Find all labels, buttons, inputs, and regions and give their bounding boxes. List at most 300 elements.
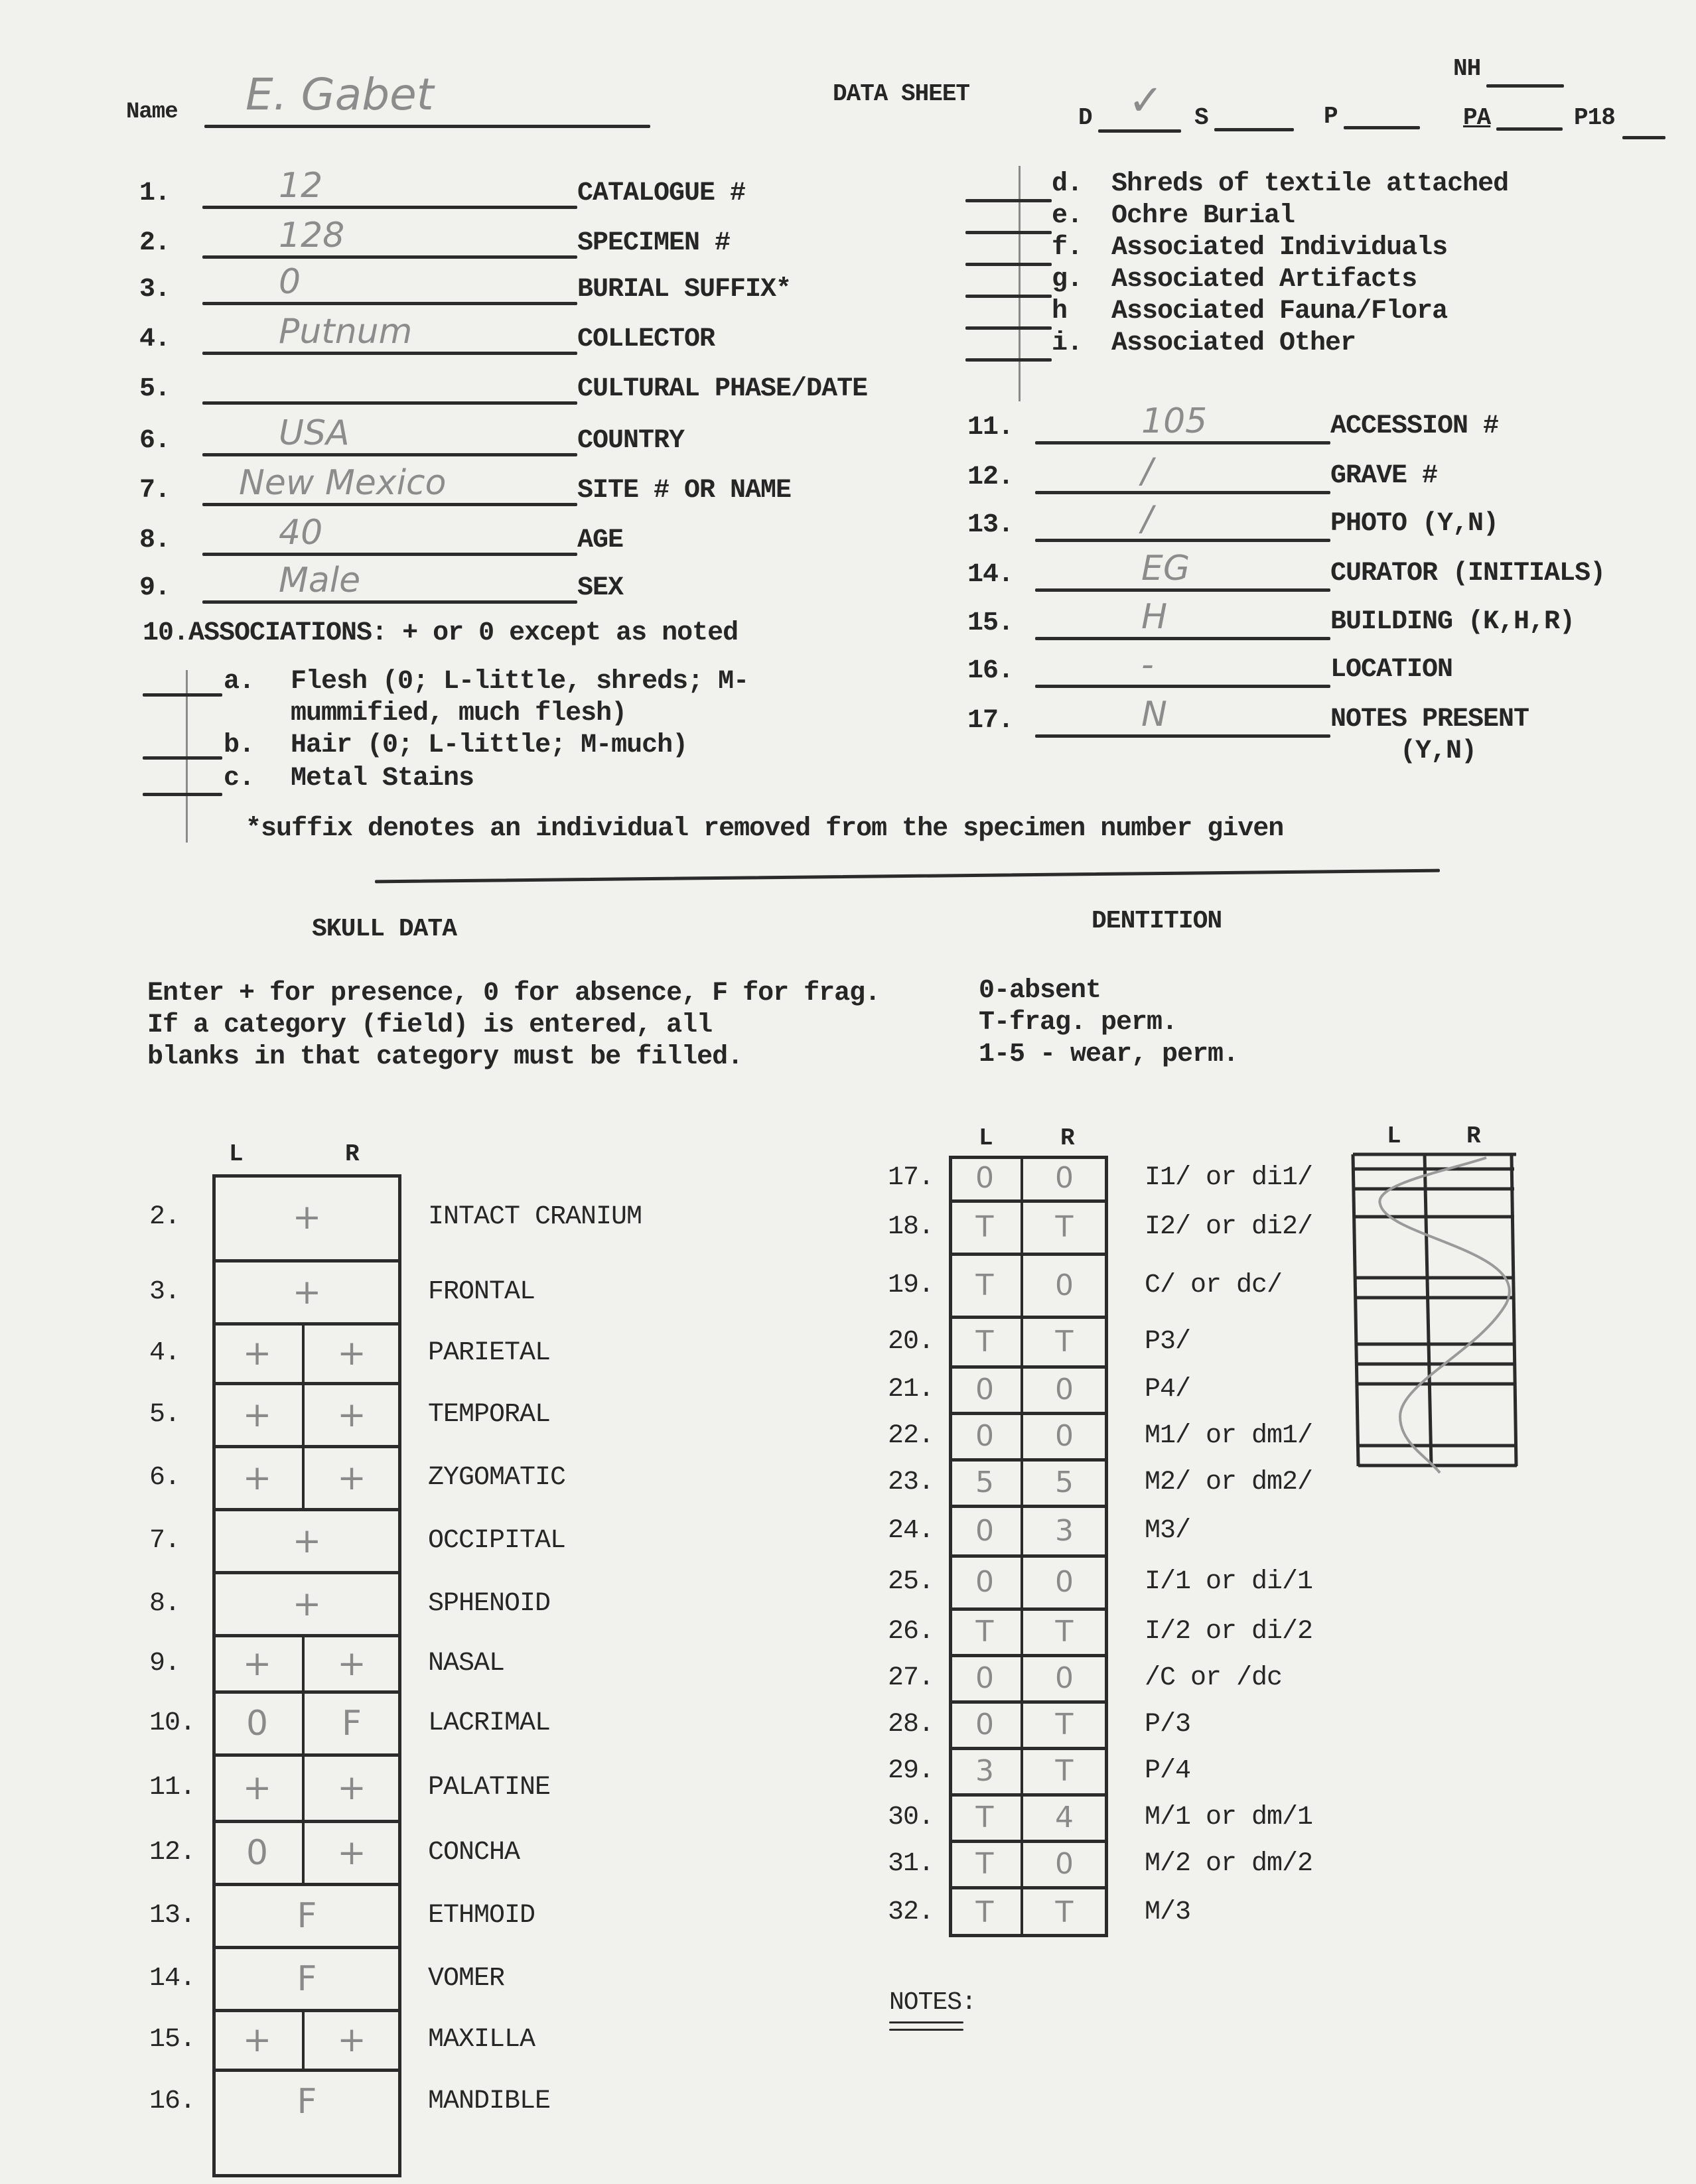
- skull-mark: +: [292, 1584, 322, 1624]
- dentition-cell-left[interactable]: [949, 1841, 1021, 1887]
- field-number: 8.: [139, 525, 171, 555]
- field-underline: [202, 503, 577, 506]
- field-underline: [1035, 734, 1330, 738]
- dentition-mark: T: [1055, 1210, 1074, 1244]
- section-divider: [375, 869, 1440, 884]
- dentition-row-label: I1/ or di1/: [1145, 1163, 1313, 1193]
- skull-mark: F: [297, 1958, 317, 1999]
- dentition-mark: 4: [1055, 1801, 1074, 1834]
- field-value[interactable]: -: [1141, 645, 1154, 685]
- field-value[interactable]: 128: [279, 216, 345, 255]
- dentition-legend-1: T-frag. perm.: [979, 1008, 1178, 1038]
- field-number: 9.: [139, 573, 171, 603]
- skull-col-left: L: [229, 1140, 243, 1168]
- skull-mark: +: [242, 1395, 272, 1435]
- assoc-text: Associated Artifacts: [1111, 265, 1417, 295]
- field-label: ACCESSION #: [1330, 411, 1499, 441]
- assoc-text: Ochre Burial: [1111, 201, 1295, 231]
- field-label: AGE: [577, 525, 624, 555]
- dentition-cell-right[interactable]: [1021, 1887, 1108, 1937]
- assoc-line[interactable]: [965, 295, 1052, 298]
- assoc-key: g.: [1052, 265, 1083, 295]
- skull-mark: +: [337, 1395, 366, 1435]
- field-label: SEX: [577, 573, 624, 603]
- dentition-mark: T: [1055, 1754, 1074, 1788]
- field-number: 5.: [139, 374, 171, 404]
- skull-cell-combined[interactable]: [212, 2070, 401, 2133]
- skull-row-number: 9.: [149, 1648, 180, 1678]
- field-label: SITE # OR NAME: [577, 476, 792, 506]
- skull-row-number: 3.: [149, 1276, 180, 1307]
- checkbox-pa-label: PA: [1463, 104, 1491, 131]
- dentition-mark: 0: [975, 1708, 994, 1741]
- field-number: 6.: [139, 426, 171, 456]
- dentition-mark: T: [1055, 1615, 1074, 1649]
- dentition-cell-right[interactable]: [1021, 1702, 1108, 1748]
- dentition-heading: DENTITION: [1092, 907, 1222, 935]
- dentition-mark: 3: [975, 1754, 994, 1788]
- checkbox-d-label: D: [1078, 104, 1092, 131]
- dentition-row-number: 19.: [888, 1270, 934, 1300]
- assoc-line[interactable]: [965, 358, 1052, 362]
- skull-cell-right[interactable]: [302, 1383, 401, 1446]
- skull-cell-left[interactable]: [212, 1821, 302, 1884]
- dentition-cell-right[interactable]: [1021, 1413, 1108, 1460]
- field-value[interactable]: 40: [279, 513, 323, 553]
- assoc-a-key: a.: [224, 667, 255, 697]
- field-underline: [202, 302, 577, 305]
- skull-cell-right[interactable]: [302, 1635, 401, 1692]
- dentition-mark: 0: [1055, 1161, 1074, 1195]
- dentition-cell-right[interactable]: [1021, 1460, 1108, 1506]
- skull-row-label: MAXILLA: [428, 2025, 535, 2055]
- dentition-cell-right[interactable]: [1021, 1254, 1108, 1317]
- page-title: DATA SHEET: [833, 80, 970, 107]
- skull-row-number: 2.: [149, 1202, 180, 1232]
- field-number: 17.: [967, 706, 1014, 736]
- dentition-row-label: M3/: [1145, 1515, 1191, 1546]
- dentition-mark: 5: [975, 1466, 994, 1499]
- dentition-mark: T: [1055, 1708, 1074, 1741]
- dentition-mark: T: [975, 1847, 994, 1881]
- skull-row-label: VOMER: [428, 1963, 505, 1994]
- assoc-text: Associated Individuals: [1111, 233, 1448, 263]
- dentition-mark: 5: [1055, 1466, 1074, 1499]
- dentition-row-number: 26.: [888, 1617, 934, 1647]
- skull-row-label: NASAL: [428, 1648, 505, 1678]
- field-value[interactable]: H: [1141, 597, 1168, 637]
- assoc-c-key: c.: [224, 764, 255, 793]
- dentition-cell-right[interactable]: [1021, 1609, 1108, 1655]
- skull-cell-right[interactable]: [302, 1755, 401, 1821]
- assoc-c-line[interactable]: [143, 793, 222, 796]
- field-value[interactable]: /: [1141, 451, 1153, 491]
- skull-mark: +: [337, 1768, 366, 1808]
- skull-mark: +: [242, 1458, 272, 1498]
- skull-row-number: 16.: [149, 2086, 196, 2116]
- dentition-cell-left[interactable]: [949, 1702, 1021, 1748]
- assoc-line[interactable]: [965, 263, 1052, 266]
- field-underline: [1035, 539, 1330, 542]
- dentition-row-number: 28.: [888, 1710, 934, 1740]
- field-value[interactable]: 105: [1141, 401, 1208, 441]
- dentition-cell-right[interactable]: [1021, 1748, 1108, 1795]
- skull-cell-combined[interactable]: [212, 1947, 401, 2010]
- assoc-key: f.: [1052, 233, 1083, 263]
- field-label: COUNTRY: [577, 426, 685, 456]
- assoc-a-text: Flesh (0; L-little, shreds; M-: [291, 667, 749, 697]
- skull-cell-left[interactable]: [212, 1755, 302, 1821]
- dentition-cell-left[interactable]: [949, 1413, 1021, 1460]
- skull-mark: 0: [246, 1832, 269, 1873]
- skull-cell-left[interactable]: [212, 1324, 302, 1383]
- skull-col-right: R: [345, 1140, 359, 1168]
- checkbox-s-label: S: [1194, 104, 1208, 131]
- deciduous-col-right: R: [1466, 1123, 1480, 1150]
- dentition-row-number: 25.: [888, 1567, 934, 1597]
- dentition-cell-left[interactable]: [949, 1887, 1021, 1937]
- dentition-row-number: 20.: [888, 1326, 934, 1357]
- dentition-cell-right[interactable]: [1021, 1367, 1108, 1413]
- checkbox-p18-line[interactable]: [1622, 136, 1665, 139]
- suffix-footnote: *suffix denotes an individual removed from the specimen number given: [246, 814, 1284, 844]
- field-value[interactable]: Male: [279, 561, 361, 600]
- field-value[interactable]: /: [1141, 499, 1153, 539]
- dentition-row-label: I2/ or di2/: [1145, 1212, 1313, 1242]
- assoc-text: Shreds of textile attached: [1111, 169, 1509, 199]
- notes-label: NOTES:: [889, 1988, 976, 2017]
- skull-mark: +: [292, 1521, 322, 1561]
- skull-cell-left[interactable]: [212, 2010, 302, 2070]
- field-underline: [202, 352, 577, 355]
- dentition-row-number: 18.: [888, 1212, 934, 1242]
- dentition-mark: T: [1055, 1324, 1074, 1359]
- dentition-row-label: P/4: [1145, 1756, 1191, 1786]
- dentition-col-right: R: [1060, 1125, 1074, 1152]
- name-label: Name: [126, 100, 178, 125]
- field-label-2: (Y,N): [1400, 736, 1477, 766]
- field-label: CATALOGUE #: [577, 178, 746, 208]
- field-underline: [1035, 588, 1330, 592]
- field-value[interactable]: N: [1141, 695, 1167, 734]
- dentition-cell-left[interactable]: [949, 1655, 1021, 1702]
- dentition-cell-left[interactable]: [949, 1748, 1021, 1795]
- deciduous-col-left: L: [1387, 1123, 1401, 1150]
- assoc-b-text: Hair (0; L-little; M-much): [291, 730, 688, 760]
- assoc-key: d.: [1052, 169, 1083, 199]
- skull-mark: 0: [246, 1703, 269, 1743]
- skull-mark: +: [292, 1197, 322, 1237]
- skull-instruction-1: Enter + for presence, 0 for absence, F for frag.: [147, 979, 881, 1008]
- skull-cell-combined[interactable]: [212, 1261, 401, 1324]
- dentition-col-left: L: [979, 1125, 993, 1152]
- field-label: COLLECTOR: [577, 324, 715, 354]
- dentition-mark: T: [975, 1210, 994, 1244]
- skull-row-number: 13.: [149, 1900, 196, 1931]
- skull-mark: +: [337, 1458, 366, 1498]
- assoc-key: i.: [1052, 328, 1083, 358]
- dentition-row-label: I/2 or di/2: [1145, 1617, 1313, 1647]
- field-value[interactable]: New Mexico: [239, 463, 447, 503]
- skull-row-label: FRONTAL: [428, 1276, 535, 1307]
- skull-mark: +: [337, 1643, 366, 1684]
- checkbox-p18-label: P18: [1574, 104, 1615, 131]
- field-underline: [202, 453, 577, 456]
- field-label: CURATOR (INITIALS): [1330, 559, 1606, 588]
- assoc-line[interactable]: [965, 326, 1052, 330]
- skull-mark: F: [297, 1895, 317, 1936]
- dentition-row-number: 21.: [888, 1375, 934, 1404]
- field-label: PHOTO (Y,N): [1330, 509, 1499, 539]
- skull-mark: +: [242, 1333, 272, 1373]
- skull-row-label: SPHENOID: [428, 1588, 551, 1619]
- assoc-text: Associated Fauna/Flora: [1111, 297, 1448, 326]
- dentition-row-number: 23.: [888, 1467, 934, 1497]
- dentition-row-number: 17.: [888, 1163, 934, 1193]
- skull-heading: SKULL DATA: [312, 915, 457, 943]
- field-label: LOCATION: [1330, 655, 1453, 685]
- dentition-row-label: P3/: [1145, 1326, 1191, 1357]
- dentition-cell-right[interactable]: [1021, 1795, 1108, 1841]
- field-label: NOTES PRESENT: [1330, 705, 1529, 734]
- dentition-row-number: 24.: [888, 1515, 934, 1546]
- checkbox-d-value[interactable]: ✓: [1128, 76, 1164, 125]
- field-number: 4.: [139, 324, 171, 354]
- dentition-mark: T: [1055, 1895, 1074, 1929]
- dentition-mark: T: [975, 1895, 994, 1929]
- skull-row-number: 10.: [149, 1708, 196, 1738]
- skull-row-number: 14.: [149, 1963, 196, 1994]
- skull-mark: +: [337, 1832, 366, 1873]
- skull-cell-left[interactable]: [212, 1383, 302, 1446]
- field-label: SPECIMEN #: [577, 228, 731, 258]
- skull-instruction-2: If a category (field) is entered, all: [147, 1010, 713, 1040]
- dentition-row-label: M/2 or dm/2: [1145, 1849, 1313, 1879]
- skull-cell-right[interactable]: [302, 2010, 401, 2070]
- skull-row-label: MANDIBLE: [428, 2086, 551, 2116]
- field-value[interactable]: 12: [279, 166, 323, 206]
- dentition-mark: 0: [1055, 1661, 1074, 1695]
- dentition-mark: T: [975, 1615, 994, 1649]
- dentition-mark: 0: [975, 1661, 994, 1695]
- skull-cell-combined[interactable]: [212, 1884, 401, 1947]
- dentition-mark: 0: [975, 1161, 994, 1195]
- skull-cell-right[interactable]: [302, 1692, 401, 1755]
- notes-underline-2: [889, 2029, 963, 2031]
- dentition-cell-right[interactable]: [1021, 1655, 1108, 1702]
- dentition-cell-right[interactable]: [1021, 1841, 1108, 1887]
- skull-cell-left[interactable]: [212, 1446, 302, 1509]
- dentition-row-label: P4/: [1145, 1375, 1191, 1404]
- field-label: BUILDING (K,H,R): [1330, 607, 1575, 637]
- field-label: CULTURAL PHASE/DATE: [577, 374, 868, 404]
- skull-row-label: LACRIMAL: [428, 1708, 551, 1738]
- dentition-mark: 0: [975, 1419, 994, 1453]
- dentition-cell-left[interactable]: [949, 1556, 1021, 1609]
- dentition-row-label: M/3: [1145, 1897, 1191, 1927]
- skull-row-number: 4.: [149, 1338, 180, 1368]
- dentition-mark: 0: [975, 1513, 994, 1548]
- skull-mark: +: [337, 1333, 366, 1373]
- dentition-row-number: 22.: [888, 1421, 934, 1451]
- checkbox-p-label: P: [1324, 103, 1338, 130]
- field-number: 11.: [967, 413, 1014, 443]
- field-label: BURIAL SUFFIX*: [577, 275, 792, 305]
- skull-row-label: INTACT CRANIUM: [428, 1202, 642, 1232]
- dentition-cell-right[interactable]: [1021, 1201, 1108, 1254]
- skull-cell-left[interactable]: [212, 1692, 302, 1755]
- field-underline: [202, 600, 577, 604]
- dentition-mark: 0: [975, 1373, 994, 1406]
- dentition-mark: T: [975, 1324, 994, 1359]
- field-value[interactable]: Putnum: [279, 312, 413, 352]
- assoc-c-text: Metal Stains: [291, 764, 474, 793]
- dentition-mark: 3: [1055, 1513, 1074, 1548]
- skull-mark: F: [342, 1703, 362, 1743]
- dentition-row-number: 27.: [888, 1663, 934, 1693]
- skull-row-label: TEMPORAL: [428, 1399, 551, 1430]
- skull-mark: +: [337, 2020, 366, 2060]
- field-value[interactable]: 0: [279, 262, 301, 302]
- dentition-cell-right[interactable]: [1021, 1156, 1108, 1201]
- skull-row-number: 7.: [149, 1525, 180, 1556]
- name-underline: [204, 125, 650, 128]
- dentition-row-label: I/1 or di/1: [1145, 1567, 1313, 1597]
- field-number: 12.: [967, 462, 1014, 492]
- checkbox-d-line: [1098, 129, 1181, 133]
- skull-mark: +: [292, 1272, 322, 1312]
- skull-cell-combined[interactable]: [212, 1572, 401, 1635]
- skull-cell-right[interactable]: [302, 1324, 401, 1383]
- dentition-cell-left[interactable]: [949, 1254, 1021, 1317]
- dentition-row-number: 32.: [888, 1897, 934, 1927]
- dentition-cell-right[interactable]: [1021, 1317, 1108, 1367]
- dentition-legend-2: 1-5 - wear, perm.: [979, 1040, 1239, 1069]
- dentition-cell-left[interactable]: [949, 1317, 1021, 1367]
- field-value[interactable]: USA: [279, 413, 350, 453]
- dentition-mark: 0: [975, 1565, 994, 1599]
- field-underline: [202, 401, 577, 405]
- skull-row-number: 5.: [149, 1399, 180, 1430]
- field-underline: [1035, 491, 1330, 494]
- skull-mark: +: [242, 2020, 272, 2060]
- assoc-line[interactable]: [965, 231, 1052, 234]
- skull-cell-combined[interactable]: [212, 1174, 401, 1261]
- field-number: 15.: [967, 608, 1014, 638]
- dentition-row-label: C/ or dc/: [1145, 1270, 1283, 1300]
- assoc-text: Associated Other: [1111, 328, 1356, 358]
- assoc-line[interactable]: [965, 199, 1052, 202]
- skull-cell-right[interactable]: [302, 1821, 401, 1884]
- assoc-key: e.: [1052, 201, 1083, 231]
- dentition-legend-0: 0-absent: [979, 976, 1101, 1006]
- dentition-cell-left[interactable]: [949, 1201, 1021, 1254]
- assoc-b-line[interactable]: [143, 756, 222, 760]
- checkbox-s-line[interactable]: [1214, 128, 1294, 131]
- skull-row-label: PALATINE: [428, 1773, 551, 1803]
- field-number: 16.: [967, 656, 1014, 686]
- field-underline: [1035, 441, 1330, 444]
- skull-row-number: 15.: [149, 2025, 196, 2055]
- dentition-row-number: 29.: [888, 1756, 934, 1786]
- dentition-mark: T: [975, 1268, 994, 1302]
- dentition-row-label: M/1 or dm/1: [1145, 1803, 1313, 1832]
- field-underline: [202, 255, 577, 259]
- dentition-row-number: 30.: [888, 1803, 934, 1832]
- dentition-mark: 0: [1055, 1847, 1074, 1881]
- dentition-row-number: 31.: [888, 1849, 934, 1879]
- notes-underline-1: [889, 2021, 963, 2023]
- dentition-mark: 0: [1055, 1373, 1074, 1406]
- field-number: 13.: [967, 510, 1014, 540]
- field-number: 1.: [139, 178, 171, 208]
- dentition-cell-left[interactable]: [949, 1156, 1021, 1201]
- dentition-cell-left[interactable]: [949, 1460, 1021, 1506]
- field-underline: [1035, 637, 1330, 640]
- dentition-mark: 0: [1055, 1268, 1074, 1302]
- field-value[interactable]: EG: [1141, 549, 1190, 588]
- deciduous-grid: [1347, 1151, 1533, 1483]
- nh-line[interactable]: [1486, 84, 1564, 88]
- skull-row-number: 8.: [149, 1588, 180, 1619]
- skull-cell-right[interactable]: [302, 1446, 401, 1509]
- skull-mark: +: [242, 1643, 272, 1684]
- dentition-row-label: M2/ or dm2/: [1145, 1467, 1313, 1497]
- field-underline: [202, 206, 577, 209]
- dentition-mark: 0: [1055, 1565, 1074, 1599]
- field-label: GRAVE #: [1330, 461, 1438, 491]
- skull-row-number: 11.: [149, 1773, 196, 1803]
- dentition-row-label: M1/ or dm1/: [1145, 1421, 1313, 1451]
- skull-cell-left[interactable]: [212, 1635, 302, 1692]
- skull-row-label: OCCIPITAL: [428, 1525, 566, 1556]
- skull-cell-combined[interactable]: [212, 1509, 401, 1572]
- skull-row-number: 6.: [149, 1462, 180, 1493]
- nh-label: NH: [1453, 55, 1481, 82]
- skull-row-label: CONCHA: [428, 1837, 520, 1868]
- dentition-mark: 0: [1055, 1419, 1074, 1453]
- skull-mark: F: [297, 2081, 317, 2122]
- dentition-cell-right[interactable]: [1021, 1506, 1108, 1556]
- dentition-cell-left[interactable]: [949, 1367, 1021, 1413]
- checkbox-pa-line[interactable]: [1496, 127, 1563, 131]
- skull-row-label: PARIETAL: [428, 1338, 551, 1368]
- checkbox-p-line[interactable]: [1344, 126, 1420, 129]
- skull-mark: +: [242, 1768, 272, 1808]
- assoc-a-text2: mummified, much flesh): [291, 699, 627, 728]
- skull-row-number: 12.: [149, 1837, 196, 1868]
- dentition-cell-right[interactable]: [1021, 1556, 1108, 1609]
- field-underline: [202, 553, 577, 556]
- assoc-b-key: b.: [224, 730, 255, 760]
- field-number: 7.: [139, 476, 171, 506]
- name-value[interactable]: E. Gabet: [246, 69, 434, 120]
- deciduous-cross-out-line: [1379, 1158, 1509, 1473]
- dentition-mark: T: [975, 1801, 994, 1834]
- skull-row-label: ZYGOMATIC: [428, 1462, 566, 1493]
- dentition-cell-left[interactable]: [949, 1609, 1021, 1655]
- field-number: 14.: [967, 560, 1014, 590]
- field-number: 3.: [139, 275, 171, 305]
- associations-heading: 10.ASSOCIATIONS: + or 0 except as noted: [143, 618, 739, 648]
- field-number: 2.: [139, 228, 171, 258]
- dentition-cell-left[interactable]: [949, 1506, 1021, 1556]
- dentition-cell-left[interactable]: [949, 1795, 1021, 1841]
- dentition-row-label: /C or /dc: [1145, 1663, 1283, 1693]
- dentition-row-label: P/3: [1145, 1710, 1191, 1740]
- assoc-key: h: [1052, 297, 1068, 326]
- assoc-a-line[interactable]: [143, 693, 222, 697]
